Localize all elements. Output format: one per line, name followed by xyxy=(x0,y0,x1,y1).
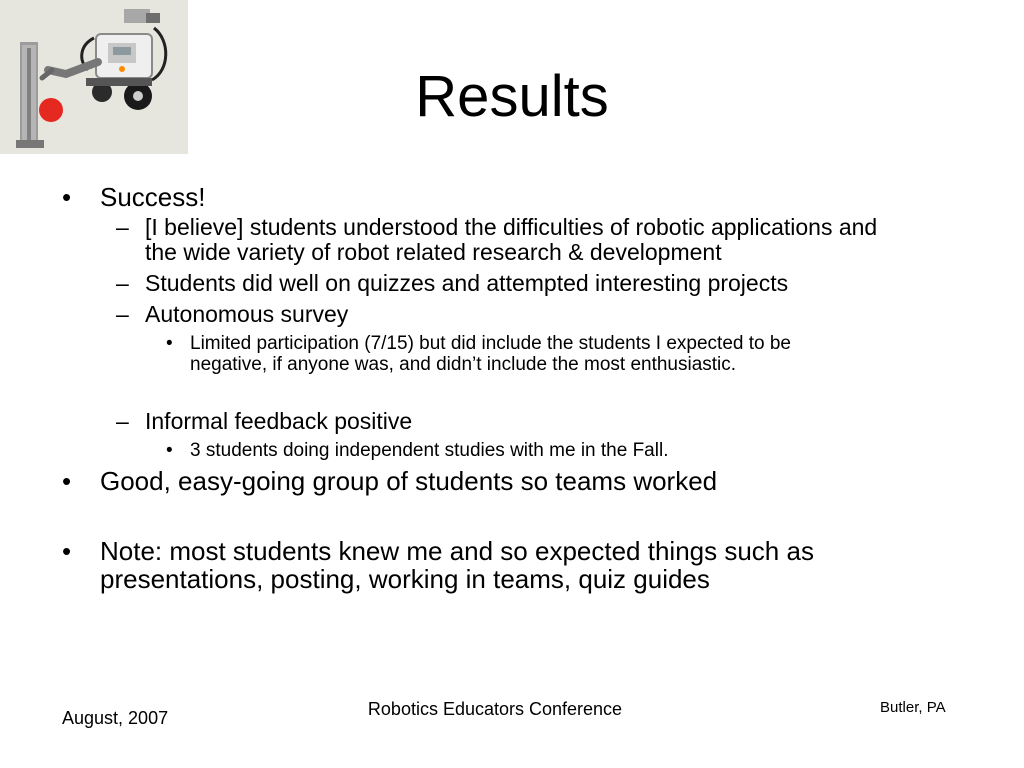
footer-date: August, 2007 xyxy=(62,708,169,728)
note-line-1: Note: most students knew me and so expected things such as xyxy=(100,536,814,566)
note-line-2: presentations, posting, working in teams, quiz guides xyxy=(100,564,710,594)
dash-marker: – xyxy=(116,301,129,327)
quizzes-bullet: Students did well on quizzes and attempted interesting projects xyxy=(145,270,789,296)
bullet-marker: • xyxy=(62,536,72,566)
dash-marker: – xyxy=(116,408,129,434)
autonomous-survey-bullet: Autonomous survey xyxy=(145,301,349,327)
sub-bullet-marker: • xyxy=(166,440,173,461)
limited-participation-line-1: Limited participation (7/15) but did include the students I expected to be xyxy=(190,333,791,354)
difficulties-line-1: [I believe] students understood the difficulties of robotic applications and xyxy=(145,214,878,240)
bullet-success: Success! xyxy=(100,182,206,212)
good-group-bullet: Good, easy-going group of students so teams worked xyxy=(100,466,718,496)
independent-studies-bullet: 3 students doing independent studies with me in the Fall. xyxy=(190,440,669,461)
sub-bullet-marker: • xyxy=(166,333,173,354)
bullet-marker: • xyxy=(62,466,72,496)
footer-location: Butler, PA xyxy=(880,699,946,716)
footer-conference: Robotics Educators Conference xyxy=(367,699,623,719)
bullet-marker: • xyxy=(62,182,72,212)
dash-marker: – xyxy=(116,270,129,296)
limited-participation-line-2: negative, if anyone was, and didn’t include the most enthusiastic. xyxy=(190,354,737,375)
slide-title: Results xyxy=(415,64,609,129)
difficulties-line-2: the wide variety of robot related research & development xyxy=(145,239,722,265)
informal-feedback-bullet: Informal feedback positive xyxy=(145,408,413,434)
dash-marker: – xyxy=(116,214,129,240)
